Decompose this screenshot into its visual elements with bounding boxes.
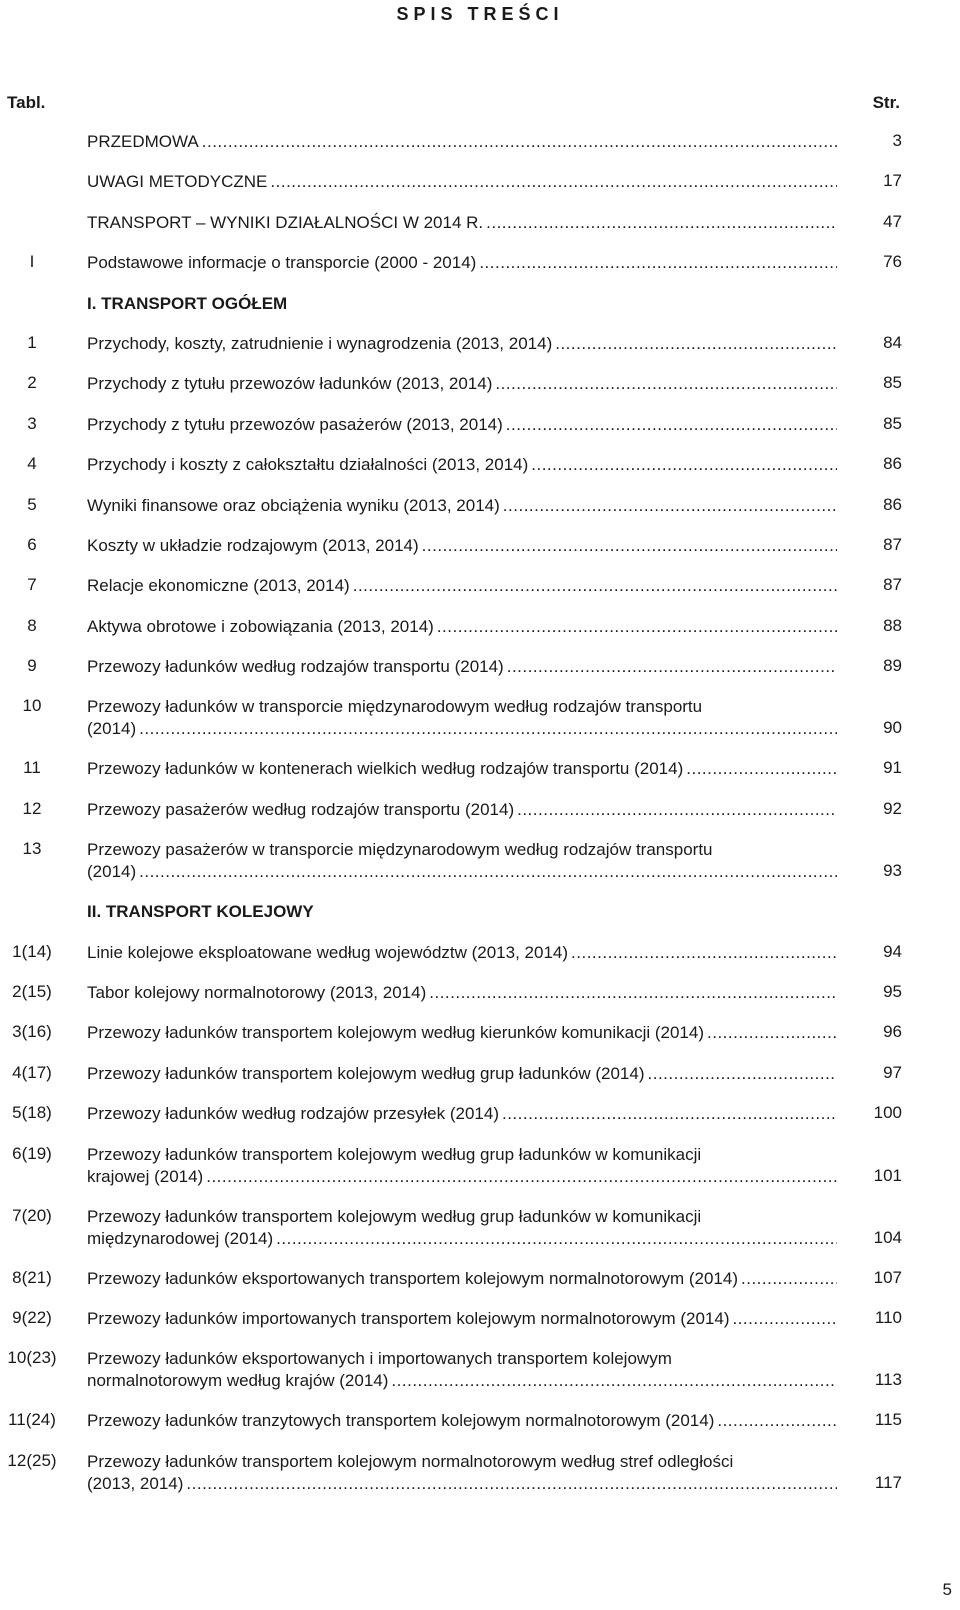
toc-section-heading [0, 900, 960, 940]
toc-entry-title [87, 901, 837, 923]
toc-entry-page: 17 [883, 171, 902, 191]
toc-entry-title-line [87, 333, 837, 355]
toc-entry-page: 85 [883, 373, 902, 393]
toc-entry[interactable] [0, 170, 960, 210]
toc-entry[interactable] [0, 1143, 960, 1205]
toc-entry-title [87, 575, 837, 597]
toc-entry-title [87, 1268, 837, 1290]
dot-leader [555, 333, 837, 355]
toc-entry[interactable] [0, 981, 960, 1021]
toc-entry-title-line [87, 799, 837, 821]
toc-entry-page: 3 [892, 131, 902, 150]
dot-leader [206, 1166, 837, 1188]
toc-entry-title-text: Przewozy ładunków eksportowanych transportem kolejowym normalnotorowym (2014) [87, 1268, 738, 1288]
toc-entry[interactable] [0, 1307, 960, 1347]
toc-entry-title-line [87, 535, 837, 557]
toc-entry-title [87, 1308, 837, 1330]
toc-entry-title-text: Wyniki finansowe oraz obciążenia wyniku (2013, 2014) [87, 495, 500, 515]
toc-entry-title-line [87, 982, 837, 1004]
toc-entry-title [87, 758, 837, 780]
toc-entry-number: 12 [22, 798, 42, 818]
toc-entry-title-line [87, 942, 837, 964]
toc-entry-number: I [29, 252, 35, 272]
section-heading-text: II. TRANSPORT KOLEJOWY [87, 902, 314, 922]
toc-entry-title [87, 982, 837, 1004]
toc-entry-page: 87 [883, 575, 902, 595]
page-title: SPIS TREŚCI [396, 4, 564, 24]
toc-entry-page: 84 [883, 332, 902, 352]
toc-entry[interactable] [0, 695, 960, 757]
toc-entry-title-line1: Przewozy ładunków eksportowanych i importowanych transportem kolejowym [87, 1349, 672, 1369]
dot-leader [717, 1410, 837, 1432]
toc-entry[interactable] [0, 757, 960, 797]
toc-entry-title-text: Przewozy ładunków transportem kolejowym według kierunków komunikacji (2014) [87, 1023, 704, 1043]
dot-leader [648, 1063, 838, 1085]
toc-entry[interactable] [0, 413, 960, 453]
toc-entry-title [87, 656, 837, 678]
toc-entry-number: 4 [27, 454, 37, 474]
toc-entry-number: 13 [22, 839, 42, 859]
toc-entry-page: 97 [883, 1062, 902, 1082]
toc-entry-title [87, 293, 837, 315]
toc-entry-number: 3(16) [12, 1022, 52, 1042]
toc-entry-title-line [87, 1022, 837, 1044]
toc-entry-title [87, 535, 837, 557]
toc-entry-page: 91 [883, 758, 902, 778]
toc-entry-title-line [87, 1410, 837, 1432]
toc-entry-number: 6 [27, 534, 37, 554]
toc-entry-title-line1: Przewozy ładunków transportem kolejowym według grup ładunków w komunikacji [87, 1206, 702, 1226]
dot-leader [531, 454, 837, 476]
toc-entry-title-text: Relacje ekonomiczne (2013, 2014) [87, 576, 350, 596]
toc-entry-page: 96 [883, 1022, 902, 1042]
toc-entry-title-text: Przychody z tytułu przewozów pasażerów (2013, 2014) [87, 414, 503, 434]
toc-entry-title-continuation: (2014) [87, 862, 137, 882]
toc-entry-title-line [87, 252, 837, 274]
toc-entry-title [87, 454, 837, 476]
toc-entry-page: 86 [883, 494, 902, 514]
column-header-table: Tabl. [7, 93, 46, 112]
toc-entry-page: 90 [883, 718, 902, 738]
toc-entry-title-continuation: (2013, 2014) [87, 1473, 184, 1493]
toc-entry[interactable] [0, 332, 960, 372]
toc-entry-page: 89 [883, 656, 902, 676]
dot-leader [495, 373, 837, 395]
toc-entry-title [87, 414, 837, 436]
toc-entry-title-line2 [87, 861, 837, 883]
toc-entry-number: 2 [27, 373, 37, 393]
toc-entry-title [87, 1103, 837, 1125]
dot-leader [741, 1268, 837, 1290]
toc-entry-page: 93 [883, 861, 902, 881]
toc-entry-title-line1: Przewozy ładunków w transporcie międzynarodowym według rodzajów transportu [87, 697, 703, 717]
dot-leader [139, 861, 837, 883]
toc-entry-number: 5 [27, 494, 37, 514]
toc-entry-title-line [87, 758, 837, 780]
toc-entry[interactable] [0, 838, 960, 900]
toc-entry[interactable] [0, 211, 960, 251]
toc-entry-page: 47 [883, 211, 902, 231]
dot-leader [479, 252, 837, 274]
toc-entry-title-line1: Przewozy pasażerów w transporcie międzynarodowym według rodzajów transportu [87, 840, 713, 860]
dot-leader [429, 982, 837, 1004]
toc-entry-title-continuation: międzynarodowej (2014) [87, 1228, 274, 1248]
toc-entry-title-continuation: normalnotorowym według krajów (2014) [87, 1371, 389, 1391]
toc-entry-page: 107 [873, 1267, 902, 1287]
toc-entry-title-text: Przychody i koszty z całokształtu działalności (2013, 2014) [87, 455, 529, 475]
dot-leader [202, 131, 837, 153]
dot-leader [186, 1473, 837, 1495]
toc-entry-title [87, 1022, 837, 1044]
toc-entry-page: 101 [873, 1165, 902, 1185]
toc-entry-number: 4(17) [12, 1062, 52, 1082]
toc-entry-title-line [87, 616, 837, 638]
toc-entry-number: 11(24) [8, 1410, 56, 1430]
toc-entry-page: 110 [874, 1307, 902, 1327]
toc-entry-title-text: Przewozy ładunków w kontenerach wielkich według rodzajów transportu (2014) [87, 759, 684, 779]
toc-entry-page: 87 [883, 534, 902, 554]
toc-entry-title-text: Przychody, koszty, zatrudnienie i wynagrodzenia (2013, 2014) [87, 333, 553, 353]
toc-entry-title-text: TRANSPORT – WYNIKI DZIAŁALNOŚCI W 2014 R. [87, 212, 484, 232]
section-heading-text: I. TRANSPORT OGÓŁEM [87, 293, 288, 313]
toc-entry[interactable] [0, 1205, 960, 1267]
toc-entry[interactable] [0, 1347, 960, 1409]
dot-leader [571, 942, 837, 964]
toc-entry-title [87, 212, 837, 234]
toc-entry-title-line [87, 414, 837, 436]
toc-entry-number: 8(21) [12, 1267, 52, 1287]
toc-entry-title-line2 [87, 1166, 837, 1188]
toc-entry-title-line [87, 1103, 837, 1125]
toc-entry[interactable] [0, 941, 960, 981]
toc-entry-page: 95 [883, 982, 902, 1002]
toc-entry-title [87, 1348, 837, 1392]
toc-entry-title [87, 839, 837, 883]
toc-entry-title [87, 1451, 837, 1495]
toc-entry-title-line2 [87, 1370, 837, 1392]
toc-entry-title [87, 171, 837, 193]
toc-entry-number: 2(15) [12, 982, 52, 1002]
toc-entry-number: 5(18) [12, 1103, 52, 1123]
toc-entry-title [87, 696, 837, 740]
toc-entry-title-text: Przewozy pasażerów według rodzajów transportu (2014) [87, 799, 515, 819]
toc-entry-page: 115 [874, 1410, 902, 1430]
toc-entry-title-line [87, 495, 837, 517]
toc-entry[interactable] [0, 1102, 960, 1142]
dot-leader [353, 575, 837, 597]
toc-entry-title-line2 [87, 718, 837, 740]
toc-entry-number: 9(22) [12, 1307, 52, 1327]
toc-entry[interactable] [0, 372, 960, 412]
toc-entry-title [87, 799, 837, 821]
toc-entry-page: 113 [874, 1370, 902, 1390]
toc-entry[interactable] [0, 574, 960, 614]
dot-leader [422, 535, 837, 557]
toc-entry-page: 76 [883, 252, 902, 272]
toc-entry[interactable] [0, 655, 960, 695]
toc-entry-page: 94 [883, 941, 902, 961]
toc-entry-title-continuation: (2014) [87, 719, 137, 739]
toc-entry-title [87, 1410, 837, 1432]
column-header-page: Str. [872, 93, 900, 112]
toc-entry-page: 85 [883, 413, 902, 433]
toc-entry-title-line [87, 1063, 837, 1085]
toc-entry[interactable] [0, 1409, 960, 1449]
dot-leader [707, 1022, 837, 1044]
toc-entry[interactable] [0, 453, 960, 493]
toc-entry-number: 12(25) [7, 1450, 57, 1470]
toc-entry-title-line1: Przewozy ładunków transportem kolejowym według grup ładunków w komunikacji [87, 1144, 702, 1164]
toc-entry-number: 1 [27, 332, 37, 352]
toc-entry-title [87, 333, 837, 355]
toc-entry-title [87, 616, 837, 638]
toc-entry-number: 11 [23, 758, 41, 778]
toc-entry-title-line2 [87, 1473, 837, 1495]
toc-entry-title-text: Linie kolejowe eksploatowane według województw (2013, 2014) [87, 942, 569, 962]
toc-entry[interactable] [0, 1267, 960, 1307]
dot-leader [276, 1228, 837, 1250]
toc-entry-number: 10(23) [7, 1348, 57, 1368]
toc-entry[interactable] [0, 1450, 960, 1512]
toc-entry-number: 8 [27, 615, 37, 635]
toc-entry-page: 88 [883, 615, 902, 635]
dot-leader [503, 495, 837, 517]
toc-entry-title-text: Przewozy ładunków tranzytowych transportem kolejowym normalnotorowym (2014) [87, 1411, 715, 1431]
toc-entry-title [87, 942, 837, 964]
toc-entry-number: 7(20) [12, 1205, 52, 1225]
toc-entry-number: 6(19) [12, 1143, 52, 1163]
toc-entry-title [87, 1144, 837, 1188]
toc-entry[interactable] [0, 798, 960, 838]
toc-entry-title-line [87, 212, 837, 234]
dot-leader [270, 171, 837, 193]
toc-entry-title-text: Podstawowe informacje o transporcie (2000 - 2014) [87, 253, 477, 273]
toc-entry-title-text: Przewozy ładunków transportem kolejowym według grup ładunków (2014) [87, 1063, 645, 1083]
toc-entry-number: 7 [27, 575, 37, 595]
toc-entry-number: 9 [27, 656, 37, 676]
toc-entry[interactable] [0, 534, 960, 574]
toc-entry-title-text: Tabor kolejowy normalnotorowy (2013, 2014) [87, 983, 427, 1003]
toc-entry-title [87, 495, 837, 517]
toc-entry-title-text: Przychody z tytułu przewozów ładunków (2013, 2014) [87, 374, 493, 394]
toc-entry-title-line [87, 1268, 837, 1290]
dot-leader [139, 718, 837, 740]
toc-entry-title-line [87, 373, 837, 395]
toc-entry-title-line2 [87, 1228, 837, 1250]
toc-entry-page: 104 [873, 1227, 902, 1247]
toc-entry-page: 117 [874, 1472, 902, 1492]
toc-entry[interactable] [0, 1062, 960, 1102]
toc-entry-page: 100 [873, 1103, 902, 1123]
toc-entry-title-line [87, 131, 837, 153]
toc-entry-title-text: Przewozy ładunków według rodzajów przesyłek (2014) [87, 1104, 499, 1124]
toc-entry-page: 92 [883, 798, 902, 818]
table-of-contents [0, 130, 960, 1512]
toc-entry-number: 10 [22, 696, 42, 716]
toc-entry-title [87, 252, 837, 274]
toc-entry-title-text: Aktywa obrotowe i zobowiązania (2013, 2014) [87, 616, 434, 636]
toc-entry-number: 3 [27, 413, 37, 433]
toc-section-heading [0, 292, 960, 332]
dot-leader [391, 1370, 837, 1392]
toc-entry-title-line [87, 171, 837, 193]
dot-leader [437, 616, 837, 638]
toc-entry-title [87, 131, 837, 153]
dot-leader [732, 1308, 837, 1330]
toc-entry[interactable] [0, 494, 960, 534]
toc-entry-title-text: Przewozy ładunków importowanych transportem kolejowym normalnotorowym (2014) [87, 1308, 730, 1328]
toc-entry-page: 86 [883, 454, 902, 474]
toc-entry-title-text: Koszty w układzie rodzajowym (2013, 2014) [87, 535, 419, 555]
toc-entry-title [87, 1063, 837, 1085]
dot-leader [517, 799, 837, 821]
toc-entry-number: 1(14) [12, 941, 52, 961]
toc-entry-title [87, 373, 837, 395]
toc-entry[interactable] [0, 130, 960, 170]
toc-entry-title-line [87, 656, 837, 678]
page-number: 5 [942, 1580, 952, 1599]
toc-entry-title-text: PRZEDMOWA [87, 132, 199, 151]
toc-entry-title-text: UWAGI METODYCZNE [87, 172, 268, 192]
dot-leader [507, 656, 837, 678]
toc-entry-title-line [87, 454, 837, 476]
toc-entry-title [87, 1206, 837, 1250]
dot-leader [486, 212, 837, 234]
dot-leader [686, 758, 837, 780]
toc-entry-title-text: Przewozy ładunków według rodzajów transportu (2014) [87, 657, 504, 677]
toc-entry[interactable] [0, 1021, 960, 1061]
toc-entry[interactable] [0, 615, 960, 655]
dot-leader [506, 414, 837, 436]
toc-entry[interactable] [0, 251, 960, 291]
toc-entry-title-line [87, 1308, 837, 1330]
dot-leader [502, 1103, 837, 1125]
toc-entry-title-line1: Przewozy ładunków transportem kolejowym normalnotorowym według stref odległości [87, 1451, 734, 1471]
toc-entry-title-continuation: krajowej (2014) [87, 1166, 204, 1186]
toc-entry-title-line [87, 575, 837, 597]
